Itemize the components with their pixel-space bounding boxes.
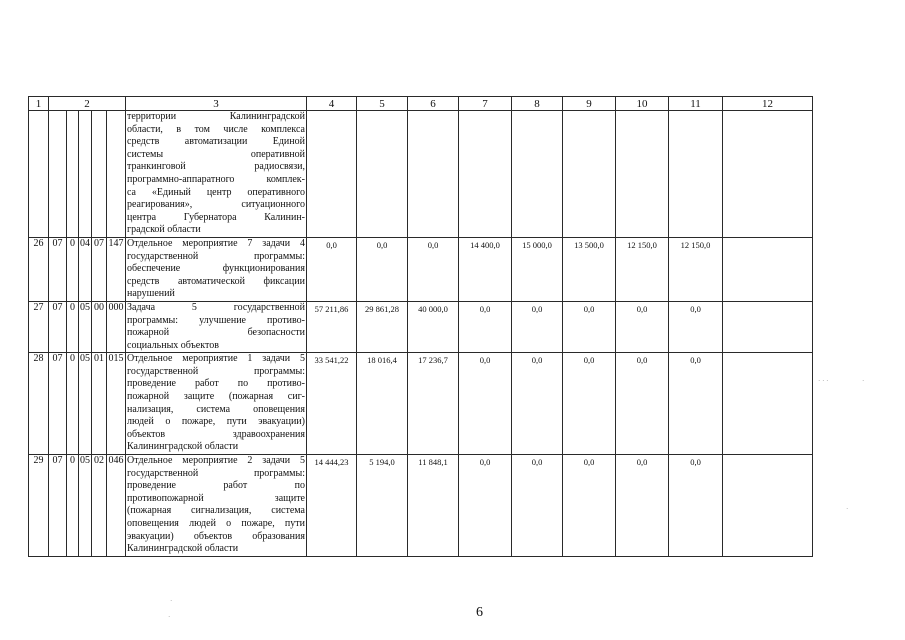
header-cell: 7 (459, 97, 512, 111)
description-line: социальных объектов (127, 339, 219, 351)
description-line: градской области (127, 224, 201, 236)
value-cell: 0,0 (669, 353, 723, 455)
code-cell: 0 (67, 455, 79, 557)
value-cell (723, 353, 813, 455)
description-line: са «Единый центр оперативного (127, 186, 305, 198)
description-line: пожарной защите (пожарная сиг- (127, 391, 305, 403)
value-cell (616, 111, 669, 238)
page-number: 6 (476, 605, 483, 620)
description-line: объектов здравоохранения (127, 428, 305, 440)
value-cell: 0,0 (459, 353, 512, 455)
value-cell: 0,0 (669, 301, 723, 352)
code-cell: 046 (107, 455, 126, 557)
value-cell: 0,0 (563, 455, 616, 557)
value-cell: 0,0 (616, 353, 669, 455)
code-cell: 27 (29, 301, 49, 352)
value-cell: 57 211,86 (307, 301, 357, 352)
header-cell: 2 (49, 97, 126, 111)
value-cell: 0,0 (616, 301, 669, 352)
description-line: пожарной безопасности (127, 327, 305, 339)
budget-table (28, 96, 813, 557)
description-cell (126, 301, 307, 352)
scan-speck: · (168, 613, 171, 621)
code-cell (79, 111, 92, 238)
code-cell: 05 (79, 455, 92, 557)
description-line: государственной программы: (127, 365, 305, 377)
code-cell: 147 (107, 237, 126, 301)
scan-speck: · (846, 505, 849, 513)
header-cell: 1 (29, 97, 49, 111)
value-cell: 29 861,28 (357, 301, 408, 352)
code-cell (49, 111, 67, 238)
description-cell (126, 237, 307, 301)
description-line: оповещения людей о пожаре, пути (127, 518, 305, 529)
value-cell: 0,0 (307, 237, 357, 301)
description-line: Отдельное мероприятие 7 задачи 4 (127, 237, 305, 249)
header-cell: 10 (616, 97, 669, 111)
value-cell: 0,0 (357, 237, 408, 301)
code-cell: 05 (79, 301, 92, 352)
value-cell: 0,0 (563, 301, 616, 352)
value-cell: 0,0 (459, 455, 512, 557)
description-line: средств автоматизации Единой (127, 136, 305, 148)
value-cell: 0,0 (512, 353, 563, 455)
description-cell (126, 353, 307, 455)
code-cell: 29 (29, 455, 49, 557)
scan-speck: · (862, 377, 865, 385)
description-line: эвакуации) объектов образования (127, 530, 305, 542)
description-line: реагирования», ситуационного (127, 199, 305, 211)
description-cell (126, 111, 307, 238)
description-cell (126, 455, 307, 557)
code-cell: 015 (107, 353, 126, 455)
description-line: средств автоматической фиксации (127, 275, 305, 287)
table-body (29, 97, 813, 557)
code-cell: 0 (67, 353, 79, 455)
description-line: Задача 5 государственной (127, 301, 305, 313)
value-cell: 13 500,0 (563, 237, 616, 301)
header-cell: 4 (307, 97, 357, 111)
code-cell: 07 (92, 237, 107, 301)
code-cell: 07 (49, 353, 67, 455)
header-cell: 8 (512, 97, 563, 111)
scan-speck: · (170, 597, 173, 605)
value-cell: 12 150,0 (669, 237, 723, 301)
value-cell: 0,0 (616, 455, 669, 557)
header-cell: 3 (126, 97, 307, 111)
value-cell: 0,0 (563, 353, 616, 455)
description-line: центра Губернатора Калинин- (127, 211, 305, 223)
value-cell: 0,0 (512, 301, 563, 352)
value-cell: 14 444,23 (307, 455, 357, 557)
code-cell: 26 (29, 237, 49, 301)
description-line: проведение работ по (127, 480, 305, 492)
code-cell: 07 (49, 237, 67, 301)
code-cell: 04 (79, 237, 92, 301)
code-cell: 05 (79, 353, 92, 455)
code-cell: 07 (49, 301, 67, 352)
value-cell: 0,0 (512, 455, 563, 557)
code-cell: 02 (92, 455, 107, 557)
value-cell (408, 111, 459, 238)
header-row (29, 97, 813, 111)
code-cell (67, 111, 79, 238)
value-cell (307, 111, 357, 238)
value-cell (357, 111, 408, 238)
header-cell: 5 (357, 97, 408, 111)
code-cell: 07 (49, 455, 67, 557)
description-line: людей о пожаре, пути эвакуации) (127, 416, 305, 428)
description-line: нализация, система оповещения (127, 403, 305, 415)
value-cell (723, 301, 813, 352)
description-line: территории Калининградской (127, 111, 305, 122)
table-row (29, 455, 813, 557)
code-cell: 0 (67, 301, 79, 352)
code-cell (92, 111, 107, 238)
code-cell: 01 (92, 353, 107, 455)
code-cell: 28 (29, 353, 49, 455)
value-cell: 18 016,4 (357, 353, 408, 455)
value-cell (723, 237, 813, 301)
code-cell: 00 (92, 301, 107, 352)
description-line: Калининградской области (127, 441, 239, 453)
description-line: программно-аппаратного комплек- (127, 173, 305, 185)
description-line: противопожарной защите (127, 492, 305, 504)
description-line: обеспечение функционирования (127, 263, 305, 275)
code-cell: 000 (107, 301, 126, 352)
value-cell: 11 848,1 (408, 455, 459, 557)
value-cell: 0,0 (459, 301, 512, 352)
description-line: программы: улучшение противо- (127, 314, 305, 326)
table-row (29, 237, 813, 301)
value-cell (723, 111, 813, 238)
table-row (29, 353, 813, 455)
value-cell: 5 194,0 (357, 455, 408, 557)
value-cell (459, 111, 512, 238)
value-cell: 12 150,0 (616, 237, 669, 301)
value-cell: 0,0 (408, 237, 459, 301)
description-line: проведение работ по противо- (127, 378, 305, 390)
value-cell: 0,0 (669, 455, 723, 557)
value-cell: 15 000,0 (512, 237, 563, 301)
description-line: (пожарная сигнализация, система (127, 505, 305, 517)
value-cell (669, 111, 723, 238)
value-cell: 17 236,7 (408, 353, 459, 455)
code-cell: 0 (67, 237, 79, 301)
description-line: государственной программы: (127, 250, 305, 262)
description-line: транкинговой радиосвязи, (127, 161, 305, 173)
header-cell: 9 (563, 97, 616, 111)
code-cell (107, 111, 126, 238)
description-line: государственной программы: (127, 467, 305, 479)
description-line: Отдельное мероприятие 2 задачи 5 (127, 455, 305, 467)
header-cell: 11 (669, 97, 723, 111)
table-row (29, 111, 813, 238)
code-cell (29, 111, 49, 238)
value-cell: 14 400,0 (459, 237, 512, 301)
description-line: Калининградской области (127, 543, 239, 555)
table-row (29, 301, 813, 352)
value-cell (723, 455, 813, 557)
value-cell (512, 111, 563, 238)
header-cell: 6 (408, 97, 459, 111)
description-line: области, в том числе комплекса (127, 123, 305, 135)
value-cell: 40 000,0 (408, 301, 459, 352)
header-cell: 12 (723, 97, 813, 111)
description-line: нарушений (127, 288, 175, 300)
scan-speck: · · · (818, 377, 829, 385)
description-line: системы оперативной (127, 148, 305, 160)
value-cell (563, 111, 616, 238)
value-cell: 33 541,22 (307, 353, 357, 455)
description-line: Отдельное мероприятие 1 задачи 5 (127, 353, 305, 365)
